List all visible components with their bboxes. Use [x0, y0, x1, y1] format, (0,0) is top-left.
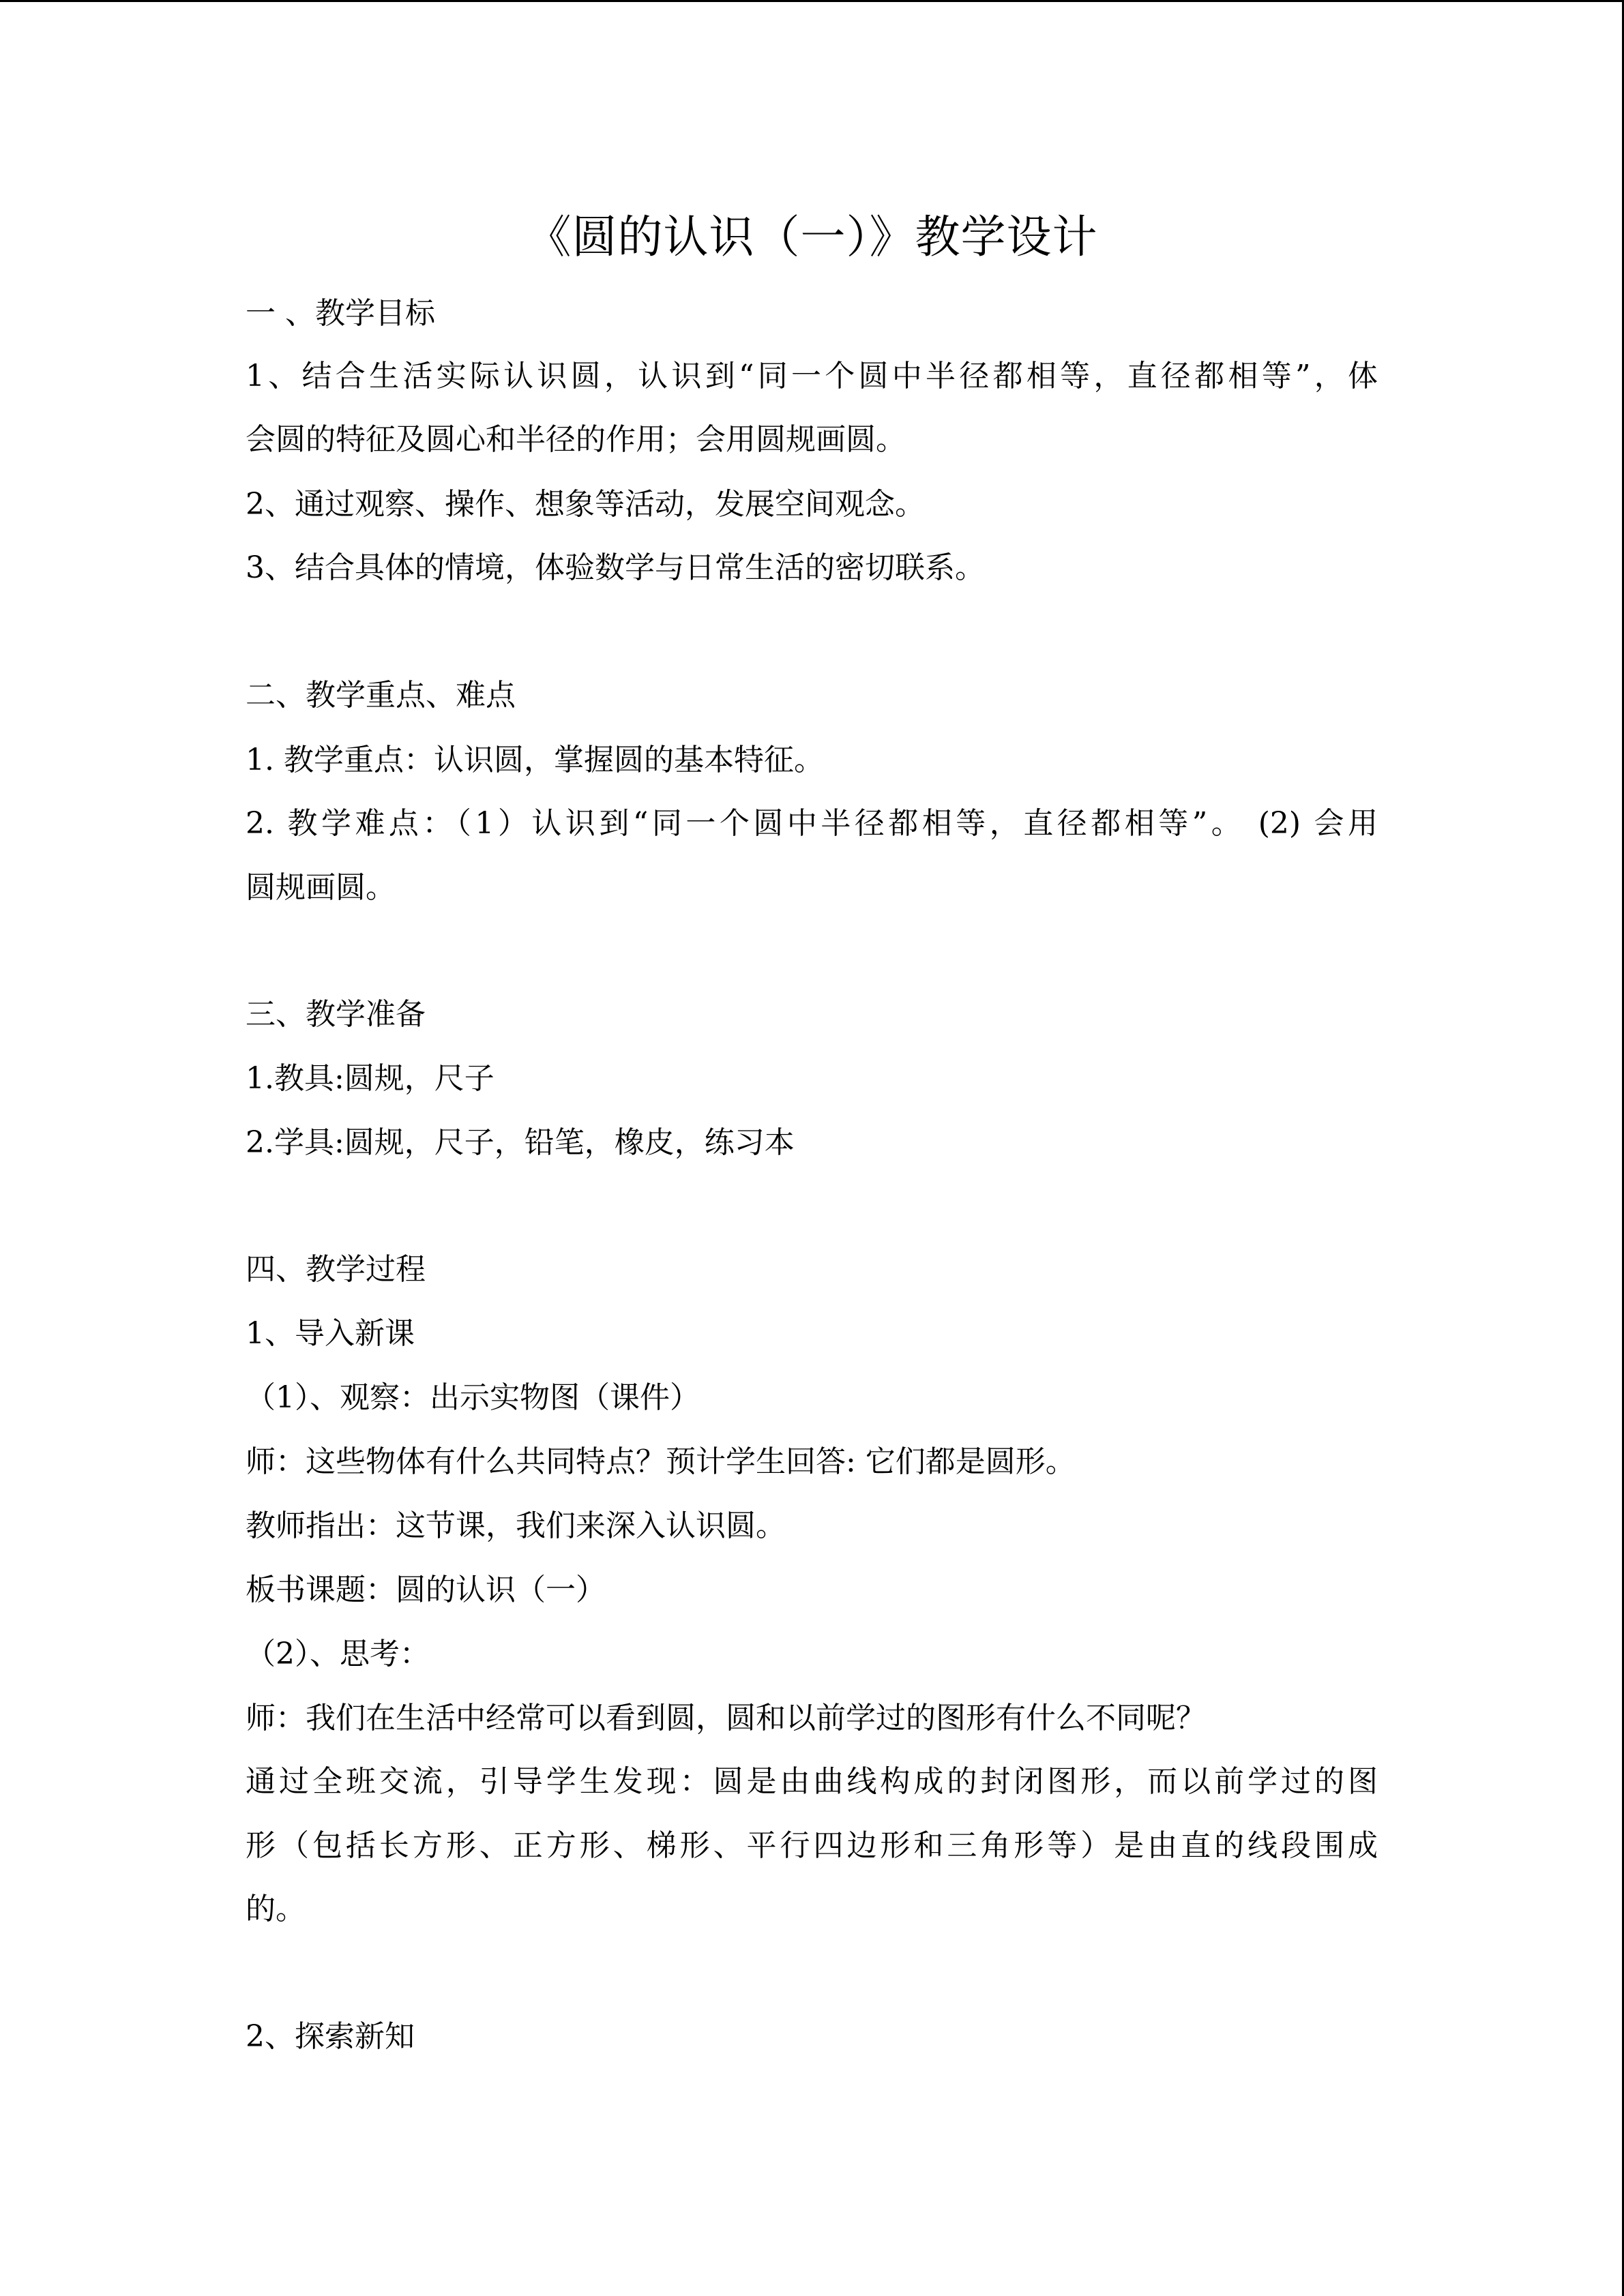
key-point-line-3: 圆规画圆。: [246, 870, 396, 905]
process-line-8: 通过全班交流，引导学生发现：圆是由曲线构成的封闭图形，而以前学过的图: [246, 1764, 1378, 1799]
preparation-line-2: 2.学具:圆规，尺子，铅笔，橡皮，练习本: [246, 1125, 795, 1160]
document-title: 《圆的认识（一）》教学设计: [526, 211, 1098, 263]
key-point-line-1: 1. 教学重点：认识圆，掌握圆的基本特征。: [246, 743, 824, 777]
section-heading-preparation: 三、教学准备: [246, 997, 426, 1032]
process-line-2: （1）、观察：出示实物图（课件）: [246, 1380, 700, 1415]
objective-line-4: 3、结合具体的情境，体验数学与日常生活的密切联系。: [246, 550, 985, 585]
process-line-3: 师：这些物体有什么共同特点？预计学生回答: 它们都是圆形。: [246, 1444, 1076, 1479]
process-line-7: 师：我们在生活中经常可以看到圆，圆和以前学过的图形有什么不同呢？: [246, 1701, 1206, 1735]
process-line-4: 教师指出：这节课，我们来深入认识圆。: [246, 1508, 786, 1543]
section-heading-explore: 2、探索新知: [246, 2019, 415, 2054]
section-heading-process: 四、教学过程: [246, 1252, 426, 1287]
process-line-9: 形（包括长方形、正方形、梯形、平行四边形和三角形等）是由直的线段围成: [246, 1828, 1378, 1863]
key-point-line-2: 2. 教学难点：（1）认识到“同一个圆中半径都相等，直径都相等”。 (2) 会用: [246, 806, 1378, 841]
preparation-line-1: 1.教具:圆规，尺子: [246, 1061, 494, 1096]
process-line-1: 1、导入新课: [246, 1316, 415, 1351]
objective-line-1: 1、结合生活实际认识圆，认识到“同一个圆中半径都相等，直径都相等”，体: [246, 359, 1378, 393]
page-top-border: [0, 0, 1624, 2]
process-line-6: （2）、思考：: [246, 1637, 430, 1671]
objective-line-2: 会圆的特征及圆心和半径的作用；会用圆规画圆。: [246, 422, 906, 457]
process-line-5: 板书课题：圆的认识（一）: [246, 1572, 606, 1607]
objective-line-3: 2、通过观察、操作、想象等活动，发展空间观念。: [246, 487, 925, 522]
section-heading-objectives: 一 、教学目标: [246, 296, 435, 331]
section-heading-key-points: 二、教学重点、难点: [246, 678, 516, 713]
process-line-10: 的。: [246, 1892, 306, 1926]
